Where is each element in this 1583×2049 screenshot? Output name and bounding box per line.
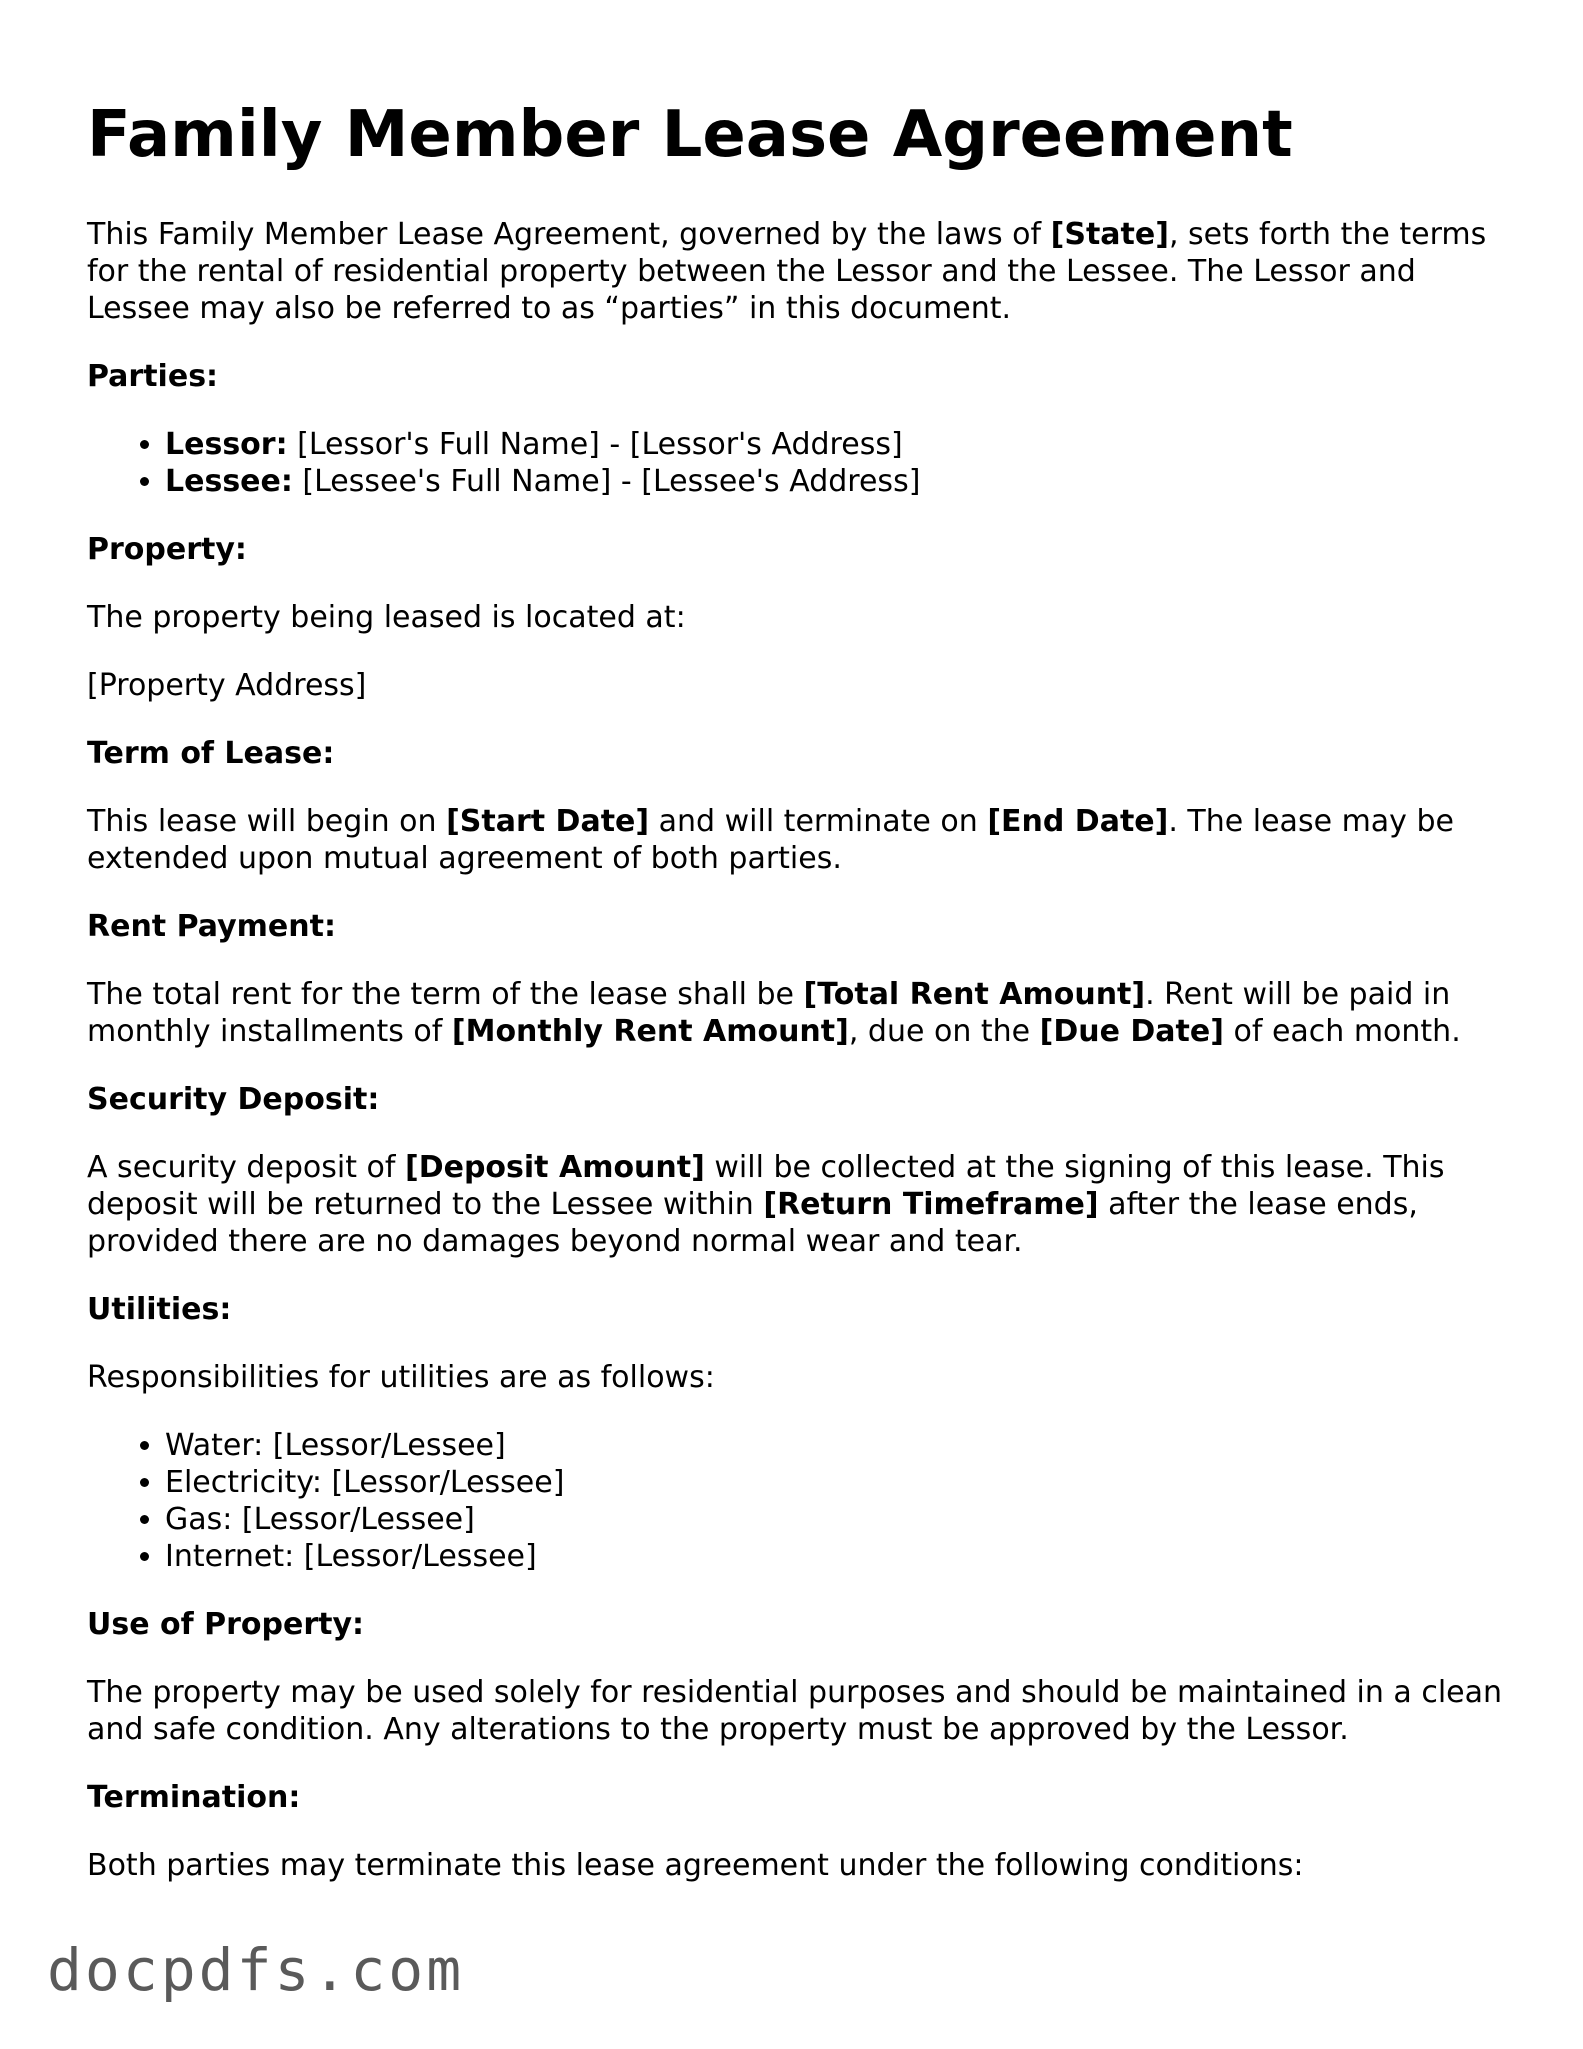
term-heading: Term of Lease: [87, 736, 335, 772]
watermark: docpdfs.com [47, 1936, 465, 2004]
parties-list [87, 426, 1507, 500]
total-rent-placeholder: [Total Rent Amount] [803, 977, 1146, 1013]
use-heading: Use of Property: [87, 1607, 365, 1643]
return-timeframe-placeholder: [Return Timeframe] [763, 1187, 1099, 1223]
list-item [165, 426, 1507, 463]
property-address: [Property Address] [87, 668, 367, 704]
rent-text: of each month. [1223, 1014, 1461, 1050]
termination-heading: Termination: [87, 1780, 301, 1816]
deposit-heading: Security Deposit: [87, 1082, 380, 1118]
rent-heading: Rent Payment: [87, 909, 336, 945]
rent-paragraph [87, 976, 1507, 1050]
deposit-text: A security deposit of [87, 1150, 405, 1186]
lessor-label: Lessor: [165, 427, 288, 463]
term-paragraph [87, 803, 1507, 877]
property-text: The property being leased is located at: [87, 600, 686, 636]
list-item: • Gas: [Lessor/Lessee] [165, 1501, 1507, 1538]
utilities-heading: Utilities: [87, 1292, 232, 1328]
deposit-text: after the lease ends, provided there are no damages beyond normal wear and tear. [87, 1187, 1418, 1260]
rent-text: . Rent will be paid in monthly installments of [87, 977, 1451, 1050]
deposit-text: will be collected at the signing of this lease. This deposit will be returned to the Lessee within [87, 1150, 1445, 1223]
term-text: . The lease may be extended upon mutual agreement of both parties. [87, 804, 1454, 877]
parties-heading: Parties: [87, 359, 219, 395]
lessee-label: Lessee: [165, 464, 293, 500]
state-placeholder: [State] [1050, 217, 1169, 253]
intro-text-continued: , sets forth the terms for the rental of residential property between the Lessor and the Lessee. The Lessor and Lessee may also be referred to as “parties” in this document. [87, 217, 1487, 327]
property-heading: Property: [87, 532, 247, 568]
term-text: and will terminate on [649, 804, 988, 840]
list-item: • Electricity: [Lessor/Lessee] [165, 1464, 1507, 1501]
list-item: • Water: [Lessor/Lessee] [165, 1427, 1507, 1464]
intro-text: This Family Member Lease Agreement, governed by the laws of [87, 217, 1051, 253]
end-date-placeholder: [End Date] [987, 804, 1169, 840]
document-title: Family Member Lease Agreement [87, 98, 1293, 172]
lessee-value: [Lessee's Full Name] - [Lessee's Address] [292, 464, 921, 500]
deposit-amount-placeholder: [Deposit Amount] [405, 1150, 705, 1186]
due-date-placeholder: [Due Date] [1039, 1014, 1224, 1050]
rent-text: , due on the [848, 1014, 1040, 1050]
start-date-placeholder: [Start Date] [446, 804, 650, 840]
lessor-value: [Lessor's Full Name] - [Lessor's Address] [287, 427, 903, 463]
monthly-rent-placeholder: [Monthly Rent Amount] [451, 1014, 849, 1050]
document-page [87, 100, 1507, 1915]
rent-text: The total rent for the term of the lease shall be [87, 977, 804, 1013]
termination-text: Both parties may terminate this lease agreement under the following conditions: [87, 1848, 1304, 1884]
list-item [165, 463, 1507, 500]
list-item: • Internet: [Lessor/Lessee] [165, 1538, 1507, 1575]
deposit-paragraph [87, 1149, 1507, 1260]
term-text: This lease will begin on [87, 804, 447, 840]
utilities-text: Responsibilities for utilities are as follows: [87, 1360, 715, 1396]
utilities-list [87, 1427, 1507, 1575]
use-text: The property may be used solely for residential purposes and should be maintained in a clean and safe condition. Any alterations to the property must be approved by the Lessor. [87, 1675, 1503, 1748]
intro-paragraph [87, 216, 1507, 327]
